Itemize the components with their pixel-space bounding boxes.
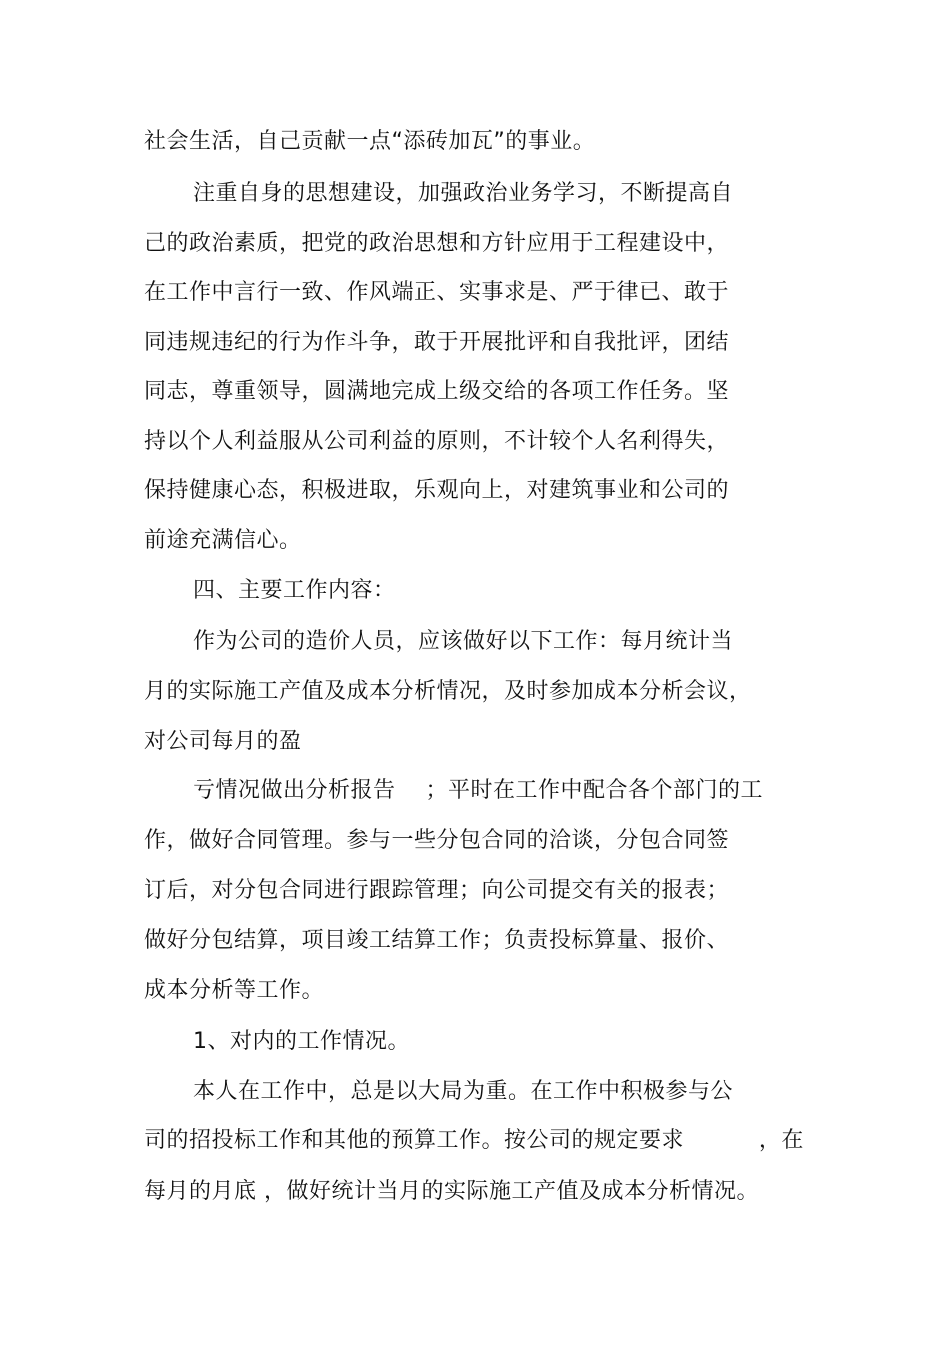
- text-line: 月的实际施工产值及成本分析情况，及时参加成本分析会议，: [144, 679, 752, 704]
- paragraph-start-line: 本人在工作中，总是以大局为重。在工作中积极参与公: [193, 1079, 734, 1104]
- section-heading: 四、主要工作内容：: [193, 578, 396, 603]
- text-line: 前途充满信心。: [144, 528, 302, 553]
- text-line: 同违规违纪的行为作斗争，敢于开展批评和自我批评，团结: [144, 330, 730, 355]
- text-line: 己的政治素质，把党的政治思想和方针应用于工程建设中，: [144, 231, 730, 256]
- text-line: 对公司每月的盈: [144, 729, 302, 754]
- text-line: 持以个人利益服从公司利益的原则，不计较个人名利得失，: [144, 429, 730, 454]
- text-line: 做好分包结算，项目竣工结算工作；负责投标算量、报价、: [144, 928, 730, 953]
- text-line: 司的招投标工作和其他的预算工作。按公司的规定要求 ，在: [144, 1128, 804, 1153]
- text-line: 在工作中言行一致、作风端正、实事求是、严于律已、敢于: [144, 280, 730, 305]
- text-line: 订后，对分包合同进行跟踪管理；向公司提交有关的报表；: [144, 878, 730, 903]
- text-line: 社会生活，自己贡献一点“添砖加瓦”的事业。: [144, 129, 596, 154]
- paragraph-start-line: 亏情况做出分析报告 ；平时在工作中配合各个部门的工: [193, 778, 763, 803]
- paragraph-start-line: 作为公司的造价人员，应该做好以下工作：每月统计当: [193, 629, 734, 654]
- paragraph-start-line: 注重自身的思想建设，加强政治业务学习，不断提高自: [193, 181, 734, 206]
- text-line: 每月的月底 ，做好统计当月的实际施工产值及成本分析情况。: [144, 1179, 759, 1204]
- subsection-heading: 1、对内的工作情况。: [193, 1029, 410, 1054]
- text-line: 作，做好合同管理。参与一些分包合同的洽谈，分包合同签: [144, 828, 730, 853]
- text-line: 保持健康心态，积极进取，乐观向上，对建筑事业和公司的: [144, 478, 730, 503]
- text-line: 成本分析等工作。: [144, 978, 325, 1003]
- text-line: 同志，尊重领导，圆满地完成上级交给的各项工作任务。坚: [144, 379, 730, 404]
